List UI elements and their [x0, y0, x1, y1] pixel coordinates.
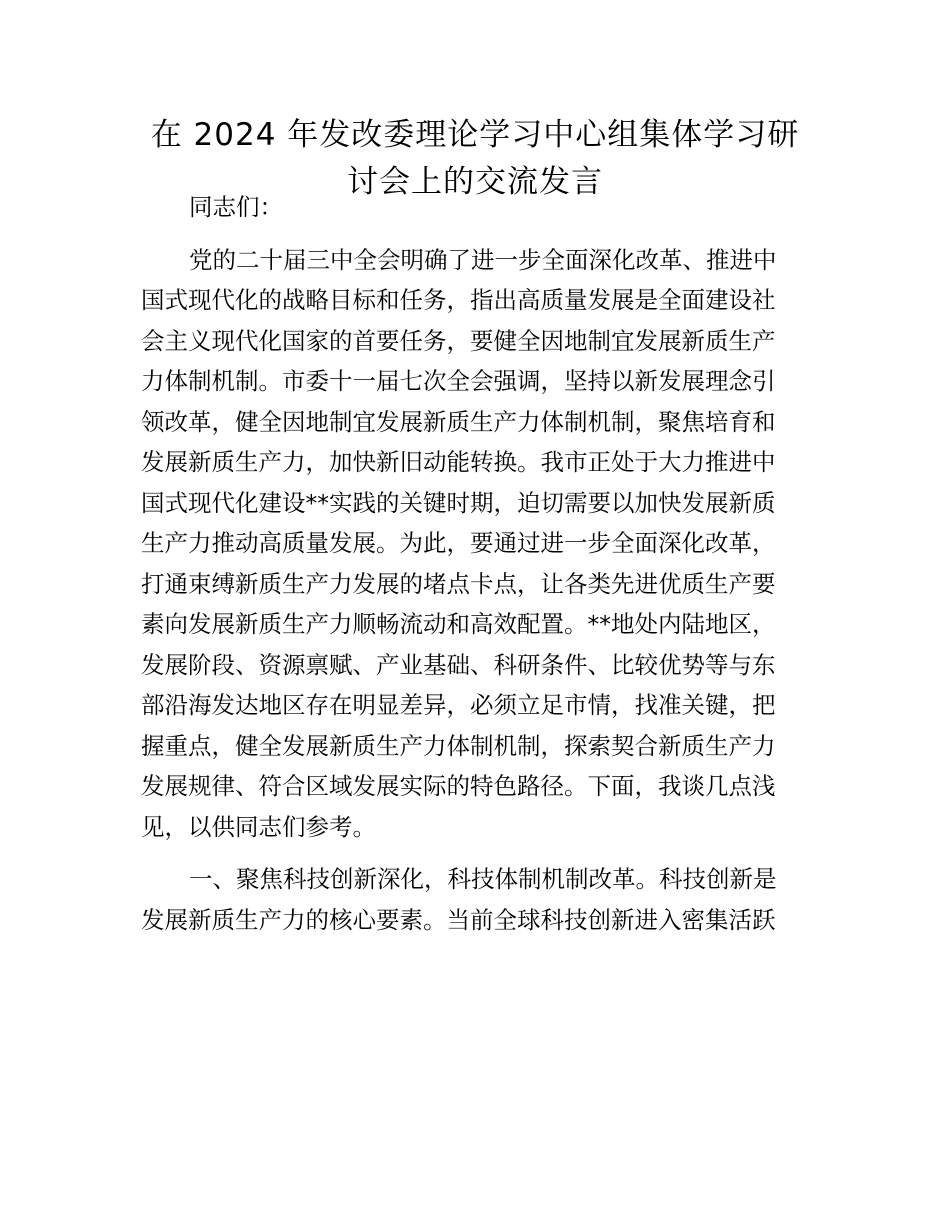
paragraph-line: 握重点，健全发展新质生产力体制机制，探索契合新质生产力: [141, 731, 776, 760]
document-body: [141, 187, 816, 940]
paragraph-line: 打通束缚新质生产力发展的堵点卡点，让各类先进优质生产要: [141, 569, 776, 598]
paragraph-line: 国式现代化建设**实践的关键时期，迫切需要以加快发展新质: [141, 488, 776, 517]
paragraph-line: 生产力推动高质量发展。为此，要通过进一步全面深化改革，: [141, 529, 776, 557]
paragraph-line: 国式现代化的战略目标和任务，指出高质量发展是全面建设社: [141, 286, 776, 314]
paragraph-line: 发展规律、符合区域发展实际的特色路径。下面，我谈几点浅: [141, 772, 776, 800]
paragraph-line: 会主义现代化国家的首要任务，要健全因地制宜发展新质生产: [141, 326, 776, 355]
title-line: 讨会上的交流发言: [347, 164, 603, 200]
paragraph-line: 党的二十届三中全会明确了进一步全面深化改革、推进中: [189, 245, 777, 274]
paragraph-line: 见，以供同志们参考。: [141, 812, 376, 841]
paragraph-line: 发展新质生产力的核心要素。当前全球科技创新进入密集活跃: [141, 905, 776, 934]
paragraph-line: 发展新质生产力，加快新旧动能转换。我市正处于大力推进中: [141, 448, 776, 476]
salutation: 同志们：: [189, 193, 283, 221]
title-line: 在 2024 年发改委理论学习中心组集体学习研: [150, 117, 800, 153]
paragraph-line: 力体制机制。市委十一届七次全会强调，坚持以新发展理念引: [141, 367, 776, 395]
paragraph-line: 一、聚焦科技创新深化，科技体制机制改革。科技创新是: [189, 865, 777, 893]
paragraph-line: 部沿海发达地区存在明显差异，必须立足市情，找准关键，把: [141, 691, 776, 719]
paragraph-section-one: [141, 859, 816, 940]
paragraph-line: 素向发展新质生产力顺畅流动和高效配置。**地处内陆地区，: [141, 610, 776, 638]
paragraph-line: 发展阶段、资源禀赋、产业基础、科研条件、比较优势等与东: [141, 650, 776, 679]
paragraph-intro: [141, 240, 816, 848]
paragraph-line: 领改革，健全因地制宜发展新质生产力体制机制，聚焦培育和: [141, 407, 776, 436]
